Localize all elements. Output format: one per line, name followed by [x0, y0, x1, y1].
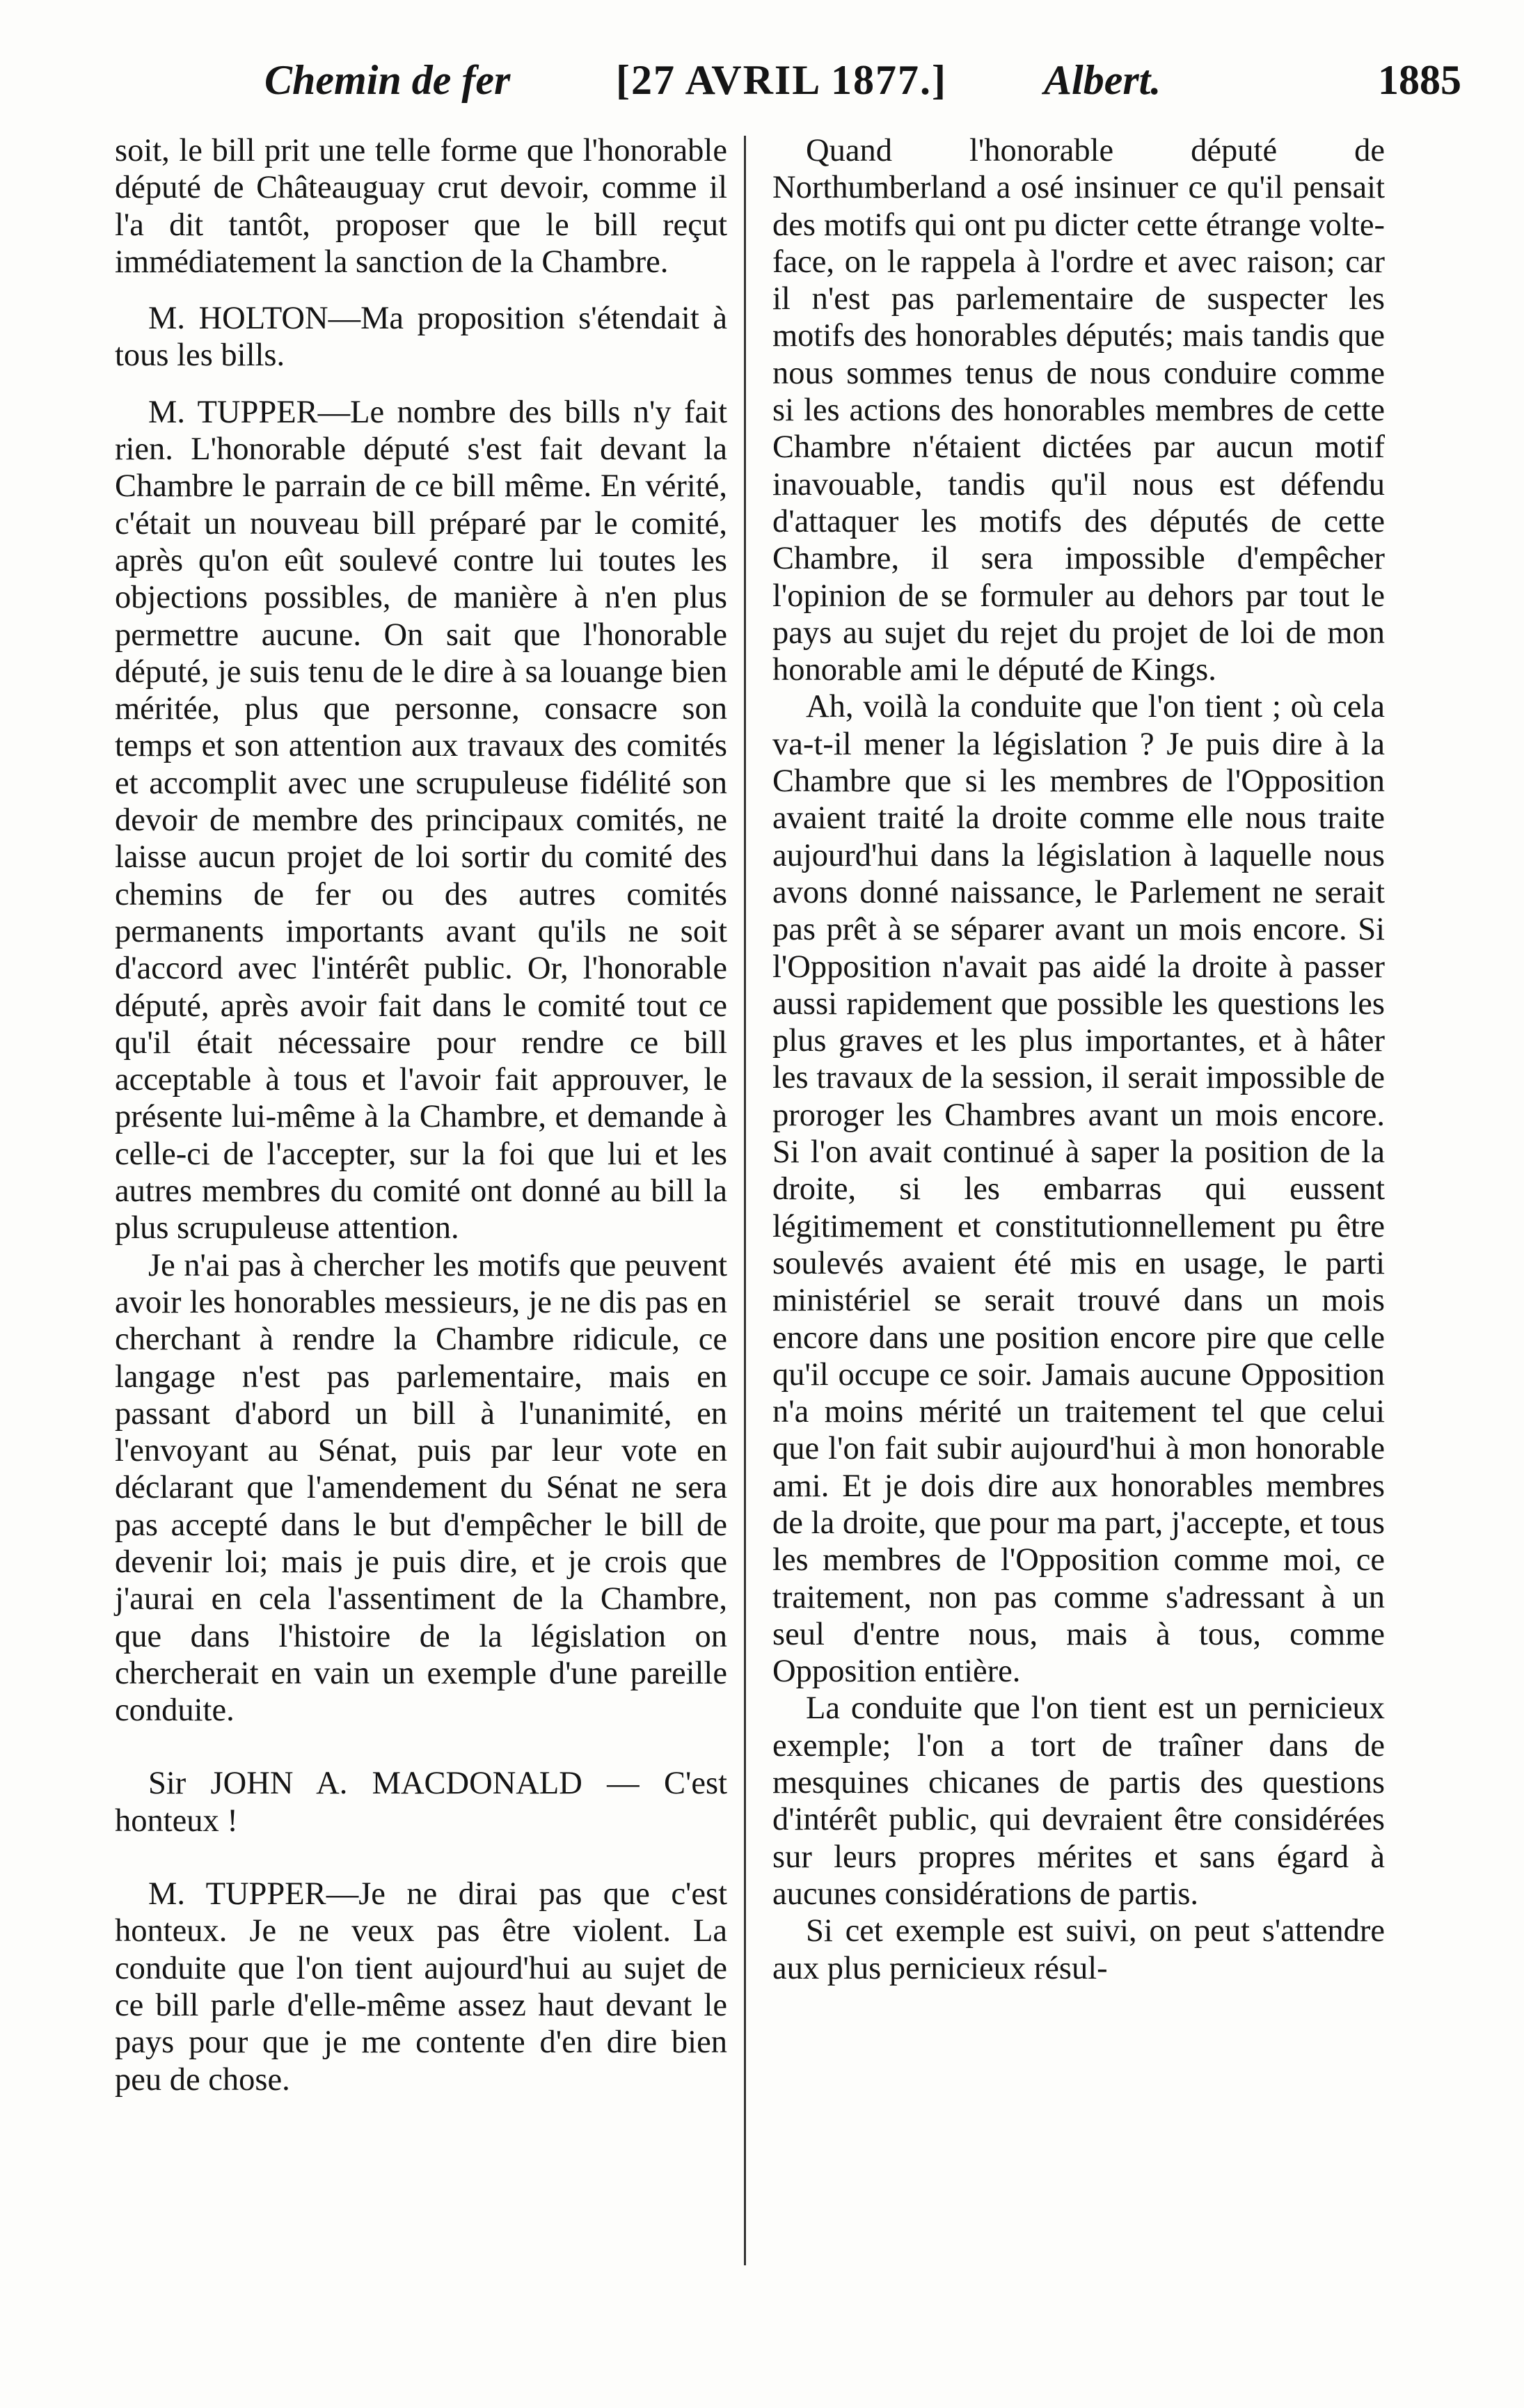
paragraph: Ah, voilà la conduite que l'on tient ; où cela va-t-il mener la législation ? Je puis dire à la Chambre que si les membres de l'Opposition avaient traité la droite comme elle nous traite aujourd'hui dans la législation à laquelle nous avons donné naissance, le Parlement ne serait pas prêt à se séparer avant un mois encore. Si l'Opposition n'avait pas aidé la droite à passer aussi rapidement que possible les questions les plus graves et les plus importantes, et à hâter les travaux de la session, il serait impossible de proroger les Chambres avant un mois encore. Si l'on avait continué à saper la position de la droite, si les embarras qui eussent légitimement et constitutionnellement pu être soulevés avaient été mis en usage, le parti ministériel se serait trouvé dans un mois encore dans une position encore pire que celle qu'il occupe ce soir. Jamais aucune Opposition n'a moins mérité un traitement tel que celui que l'on fait subir aujourd'hui à mon honorable ami. Et je dois dire aux honorables membres de la droite, que pour ma part, j'accepte, et tous les membres de l'Opposition comme moi, ce traitement, non pas comme s'adressant à un seul d'entre nous, mais à tous, comme Opposition entière. [772, 689, 1385, 1690]
paragraph: Quand l'honorable député de Northumberland a osé insinuer ce qu'il pensait des motifs qui ont pu dicter cette étrange volte-face, on le rappela à l'ordre et avec raison; car il n'est pas parlementaire de suspecter les motifs des honorables députés; mais tandis que nous sommes tenus de nous conduire comme si les actions des honorables membres de cette Chambre n'étaient dictées par aucun motif inavouable, tandis qu'il nous est défendu d'attaquer les motifs des députés de cette Chambre, il sera impossible d'empêcher l'opinion de se formuler au dehors par tout le pays au sujet du rejet du projet de loi de mon honorable ami le député de Kings. [772, 133, 1385, 688]
running-head-riding: Albert. [1044, 57, 1161, 103]
paragraph: Si cet exemple est suivi, on peut s'attendre aux plus pernicieux résul- [772, 1913, 1385, 1986]
paragraph: Sir JOHN A. MACDONALD — C'est honteux ! [115, 1766, 727, 1839]
running-head-date: [27 AVRIL 1877.] [616, 57, 947, 103]
running-head-topic: Chemin de fer [264, 57, 511, 103]
page-number: 1885 [1378, 57, 1461, 103]
paragraph: M. HOLTON—Ma proposition s'étendait à tous les bills. [115, 301, 727, 374]
paragraph: La conduite que l'on tient est un pernicieux exemple; l'on a tort de traîner dans de mesquines chicanes de partis des questions d'intérêt public, qui devraient être considérées sur leurs propres mérites et sans égard à aucunes considérations de partis. [772, 1690, 1385, 1912]
right-column [772, 132, 1385, 1987]
paragraph: Je n'ai pas à chercher les motifs que peuvent avoir les honorables messieurs, je ne dis pas en cherchant à rendre la Chambre ridicule, ce langage n'est pas parlementaire, mais en passant d'abord un bill à l'unanimité, en l'envoyant au Sénat, puis par leur vote en déclarant que l'amendement du Sénat ne sera pas accepté dans le but d'empêcher le bill de devenir loi; mais je puis dire, et je crois que j'aurai en cela l'assentiment de la Chambre, que dans l'histoire de la législation on chercherait en vain un exemple d'une pareille conduite. [115, 1247, 727, 1729]
left-column [115, 132, 727, 2098]
paragraph: soit, le bill prit une telle forme que l'honorable député de Châteauguay crut devoir, comme il l'a dit tantôt, proposer que le bill reçut immédiatement la sanction de la Chambre. [115, 133, 727, 280]
column-divider [744, 136, 746, 2265]
page-header [118, 42, 1461, 118]
paragraph: M. TUPPER—Je ne dirai pas que c'est honteux. Je ne veux pas être violent. La conduite que l'on tient aujourd'hui au sujet de ce bill parle d'elle-même assez haut devant le pays pour que je me contente d'en dire bien peu de chose. [115, 1876, 727, 2098]
paragraph: M. TUPPER—Le nombre des bills n'y fait rien. L'honorable député s'est fait devant la Chambre le parrain de ce bill même. En vérité, c'était un nouveau bill préparé par le comité, après qu'on eût soulevé contre lui toutes les objections possibles, de manière à n'en plus permettre aucune. On sait que l'honorable député, je suis tenu de le dire à sa louange bien méritée, plus que personne, consacre son temps et son attention aux travaux des comités et accomplit avec une scrupuleuse fidélité son devoir de membre des principaux comités, ne laisse aucun projet de loi sortir du comité des chemins de fer ou des autres comités permanents importants avant qu'ils ne soit d'accord avec l'intérêt public. Or, l'honorable député, après avoir fait dans le comité tout ce qu'il était nécessaire pour rendre ce bill acceptable à tous et l'avoir fait approuver, le présente lui-même à la Chambre, et demande à celle-ci de l'accepter, sur la foi que lui et les autres membres du comité ont donné au bill la plus scrupuleuse attention. [115, 394, 727, 1246]
